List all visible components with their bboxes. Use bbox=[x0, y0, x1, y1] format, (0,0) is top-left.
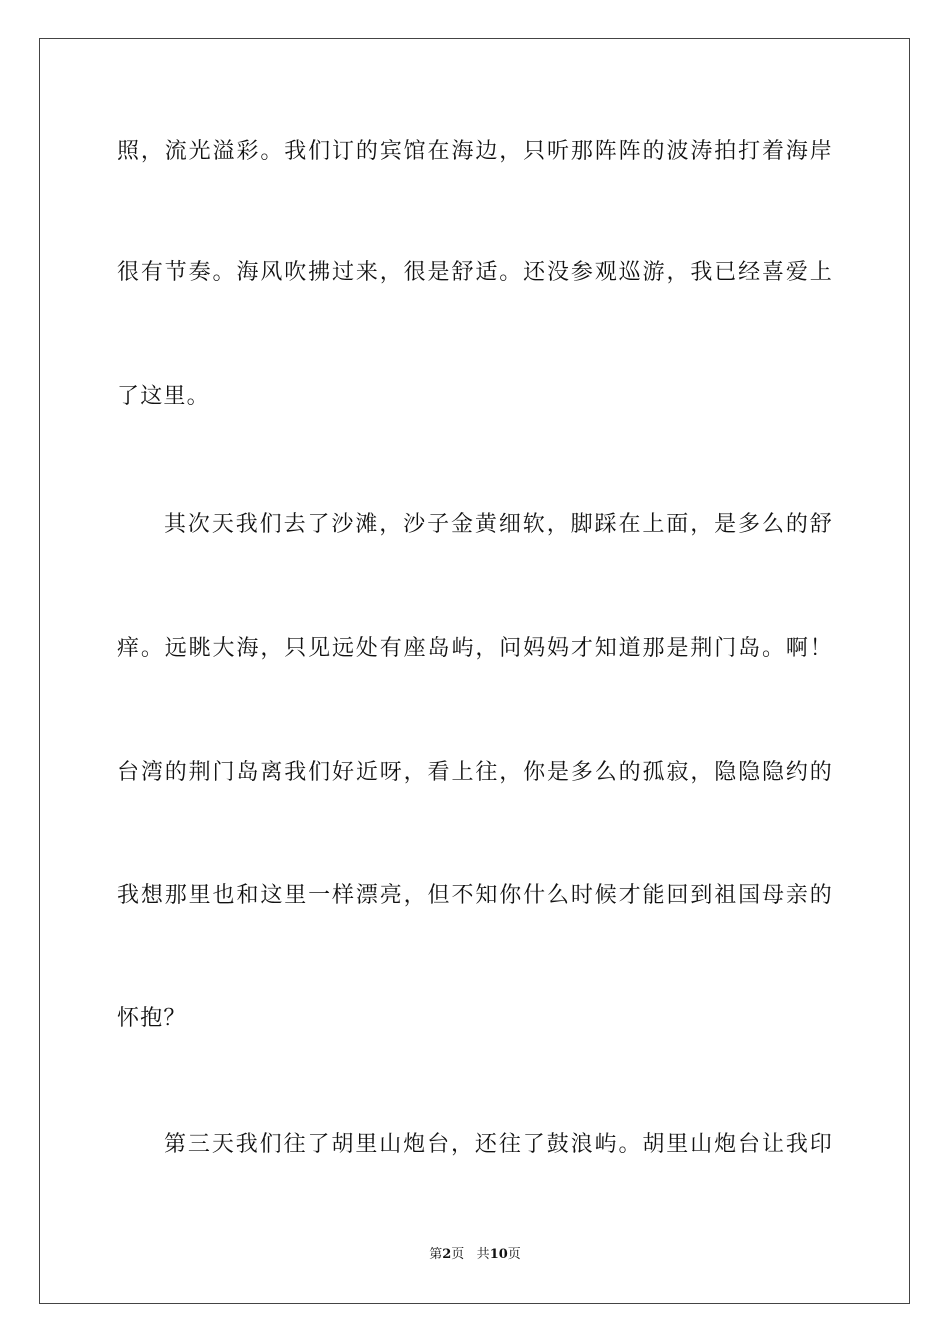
page-total: 10 bbox=[489, 1247, 508, 1262]
text-line-3: 了这里。 bbox=[117, 384, 210, 409]
total-suffix: 页 bbox=[507, 1247, 521, 1262]
page-number: 2 bbox=[442, 1247, 452, 1262]
text-line-9: 第三天我们往了胡里山炮台，还往了鼓浪屿。胡里山炮台让我印 bbox=[164, 1132, 833, 1157]
text-line-8: 怀抱？ bbox=[117, 1006, 187, 1031]
text-line-5: 痒。远眺大海，只见远处有座岛屿，问妈妈才知道那是荆门岛。啊！ bbox=[117, 636, 833, 661]
text-line-6: 台湾的荆门岛离我们好近呀，看上往，你是多么的孤寂，隐隐隐约的 bbox=[117, 760, 833, 785]
page-suffix: 页 bbox=[451, 1247, 465, 1262]
text-line-4: 其次天我们去了沙滩，沙子金黄细软，脚踩在上面，是多么的舒 bbox=[164, 512, 833, 537]
page-border bbox=[39, 38, 910, 1304]
total-prefix: 共 bbox=[476, 1247, 490, 1262]
text-line-1: 照，流光溢彩。我们订的宾馆在海边，只听那阵阵的波涛拍打着海岸 bbox=[117, 139, 833, 164]
page-footer bbox=[0, 1246, 950, 1264]
text-line-7: 我想那里也和这里一样漂亮，但不知你什么时候才能回到祖国母亲的 bbox=[117, 883, 833, 908]
page-prefix: 第 bbox=[429, 1247, 443, 1262]
text-line-2: 很有节奏。海风吹拂过来，很是舒适。还没参观巡游，我已经喜爱上 bbox=[117, 260, 833, 285]
